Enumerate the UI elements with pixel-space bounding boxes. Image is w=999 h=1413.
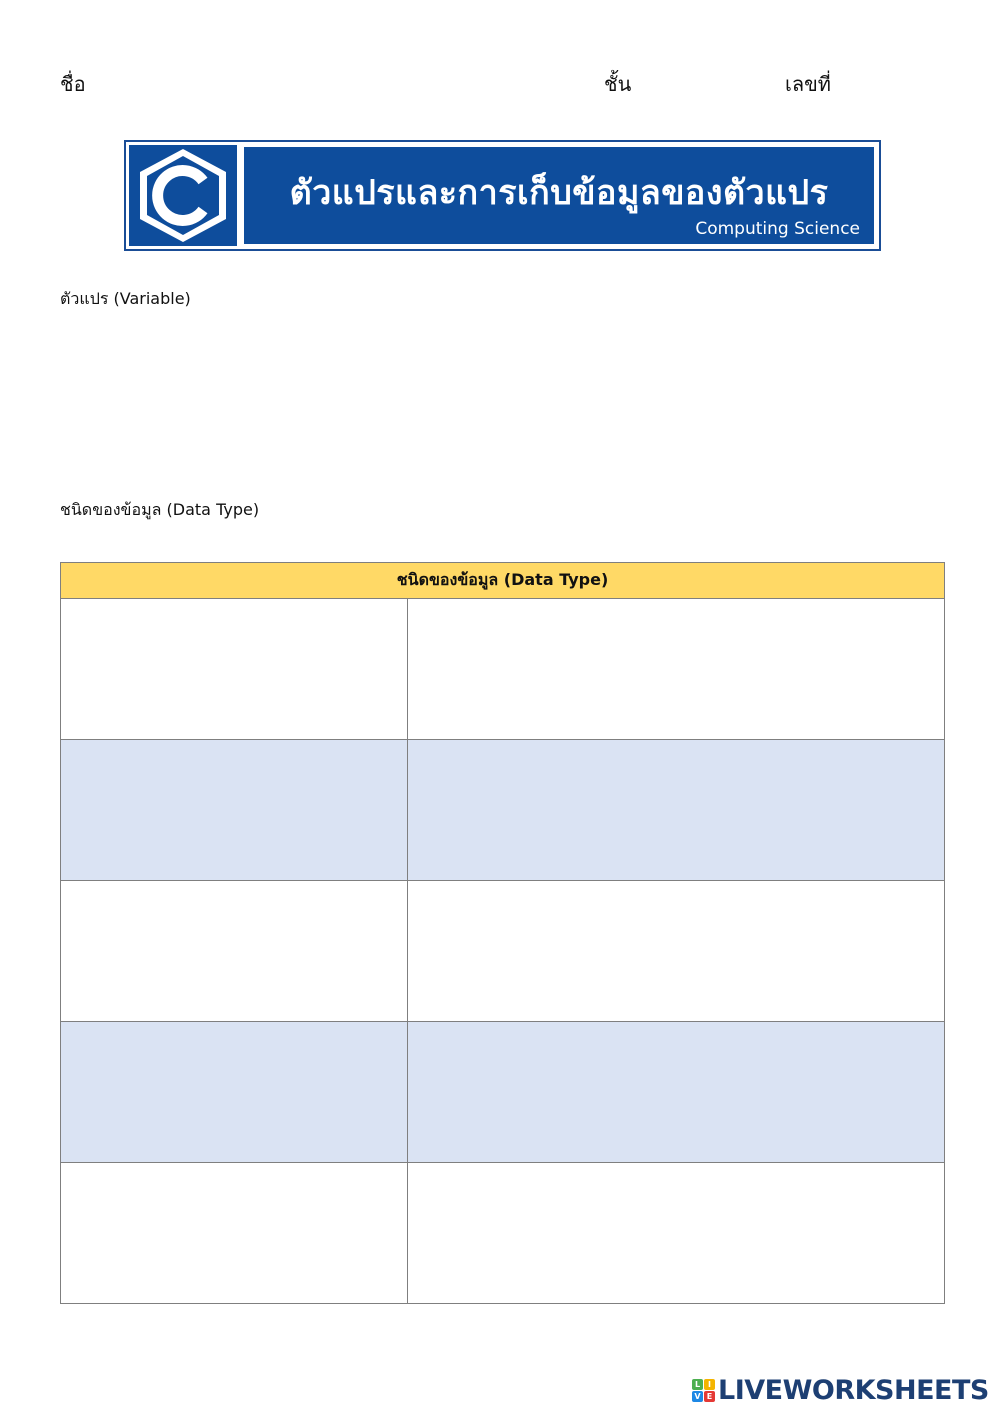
datatype-section-label: ชนิดของข้อมูล (Data Type) [60, 500, 260, 519]
table-row [61, 881, 945, 1022]
banner-subtitle: Computing Science [695, 219, 860, 239]
table-row [61, 599, 945, 740]
table-row [61, 1163, 945, 1304]
type-cell[interactable] [61, 881, 408, 1022]
description-cell[interactable] [408, 740, 945, 881]
c-language-logo-icon [129, 145, 237, 246]
banner-title: ตัวแปรและการเก็บข้อมูลของตัวแปร [289, 173, 829, 213]
description-cell[interactable] [408, 599, 945, 740]
type-cell[interactable] [61, 599, 408, 740]
variable-section-label: ตัวแปร (Variable) [60, 289, 191, 308]
datatype-table-header: ชนิดของข้อมูล (Data Type) [61, 563, 945, 599]
banner-title-panel [242, 145, 876, 246]
name-label: ชื่อ [60, 72, 86, 96]
description-cell[interactable] [408, 1022, 945, 1163]
table-row [61, 740, 945, 881]
liveworksheets-grid-icon: L I V E [692, 1379, 715, 1402]
type-cell[interactable] [61, 740, 408, 881]
number-label: เลขที่ [785, 72, 831, 96]
type-cell[interactable] [61, 1163, 408, 1304]
description-cell[interactable] [408, 881, 945, 1022]
datatype-table [60, 562, 945, 1304]
description-cell[interactable] [408, 1163, 945, 1304]
liveworksheets-brand: LIVEWORKSHEETS [718, 1374, 989, 1406]
class-label: ชั้น [604, 72, 632, 96]
type-cell[interactable] [61, 1022, 408, 1163]
table-row [61, 1022, 945, 1163]
liveworksheets-logo [692, 1374, 989, 1406]
title-banner [124, 140, 881, 251]
